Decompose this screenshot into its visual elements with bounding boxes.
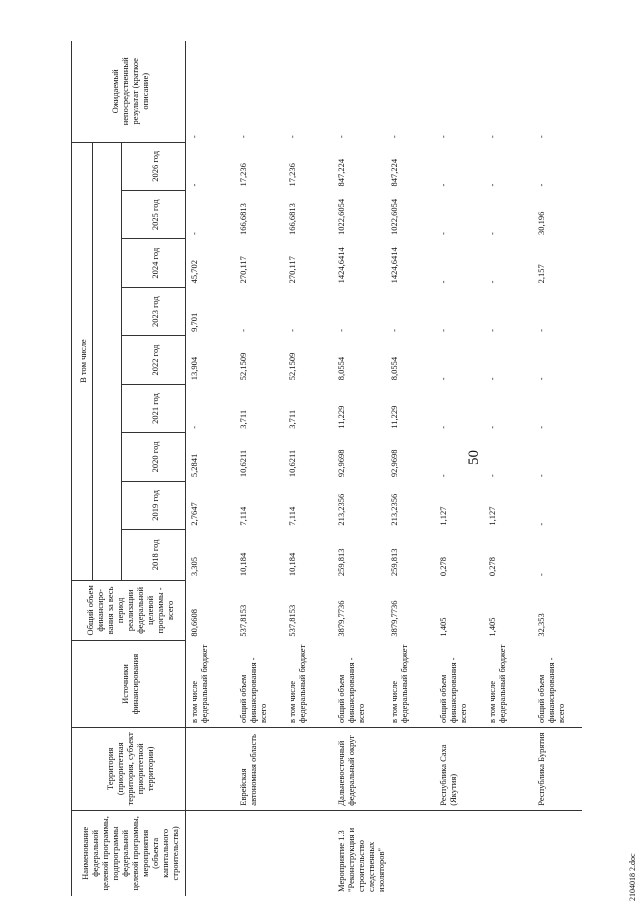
cell-year-value: 10,184 [286,552,297,577]
cell-year-value: 11,229 [388,405,399,429]
cell-year-value: 213,2356 [335,493,346,526]
header-name: Наименование федеральной целевой программы, подпрограммы федеральной целевой программы, мероприятия (объекта капитального строительства) [72,810,186,896]
cell-year-value: 45,702 [189,260,199,284]
cell-source: в том числе федеральный бюджет [189,644,210,723]
cell-year-value: - [286,329,297,332]
cell-year-value: 3,711 [286,409,297,429]
cell-total: 537,8153 [237,604,248,637]
cell-year-value: 213,2356 [388,493,399,526]
cell-source: общий объем финансирования - всего [535,657,566,723]
header-year: 2025 год [122,191,186,239]
cell-name [186,810,235,896]
table-row [386,41,435,896]
cell-territory [386,727,435,810]
cell-year-value: - [486,329,497,332]
cell-year-value: - [388,329,399,332]
cell-year-value: - [486,425,497,429]
cell-year-value: - [437,280,448,284]
cell-result: - [335,135,346,139]
cell-year-value: 1,127 [486,506,497,526]
cell-year-value: 7,114 [237,506,248,526]
cell-result: - [286,135,297,139]
header-year: 2024 год [122,239,186,287]
cell-total: 80,6608 [189,609,199,637]
cell-territory [186,727,235,810]
cell-year-value: 11,229 [335,405,346,429]
cell-name [484,810,533,896]
cell-year-value: 10,184 [237,552,248,577]
cell-year-value: - [189,232,199,235]
cell-year-value: 92,9698 [335,449,346,478]
header-result: Ожидаемый непосредственный результат (краткое описание) [72,41,186,142]
cell-year-value: - [535,474,546,478]
cell-year-value: 259,813 [335,548,346,577]
cell-year-value: 2,157 [535,264,546,284]
financing-table [71,41,582,896]
cell-year-value: - [486,474,497,478]
cell-year-value: - [437,377,448,381]
cell-year-value: 270,117 [237,256,248,284]
header-year: 2022 год [122,336,186,384]
header-year: 2026 год [122,142,186,190]
page-number: 50 [466,450,482,465]
header-source: Источники финансирования [72,641,186,728]
cell-year-value: 92,9698 [388,449,399,478]
cell-year-value: 52,1509 [237,352,248,381]
header-including: В том числе [72,142,93,580]
cell-result: - [535,135,546,139]
cell-year-value: 7,114 [286,506,297,526]
cell-year-value: 1022,6054 [335,198,346,235]
cell-year-value: 270,117 [286,256,297,284]
cell-source: в том числе федеральный бюджет [388,644,409,723]
cell-name [235,810,284,896]
cell-year-value: - [335,329,346,332]
cell-source: в том числе федеральный бюджет [286,644,307,723]
cell-year-value: - [486,232,497,235]
table-row [533,41,582,896]
cell-year-value: - [535,183,546,187]
cell-result: - [437,135,448,139]
cell-year-value: 17,236 [237,163,248,187]
cell-year-value: 52,1509 [286,352,297,381]
cell-total: 1,405 [437,617,448,637]
cell-year-value: 2,7647 [189,502,199,526]
cell-name [435,810,484,896]
cell-source: в том числе федеральный бюджет [486,644,507,723]
cell-year-value: 13,904 [189,356,199,381]
cell-year-value: 8,0554 [335,356,346,381]
cell-year-value: 847,224 [388,158,399,187]
header-total: Общий объем финансиро-вания за весь период реализации федеральной целевой программы - всего [72,580,186,641]
cell-territory [484,727,533,810]
table-row [435,41,484,896]
cell-year-value: 1424,6414 [388,247,399,284]
table-row [186,41,235,896]
cell-total: 537,8153 [286,604,297,637]
cell-total: 1,405 [486,617,497,637]
cell-year-value: - [437,232,448,235]
header-territory: Территория (приоритетная территория, субъект приоритетной территории) [72,727,186,810]
cell-territory: Дальневосточный федеральный округ [333,727,386,810]
cell-year-value: - [437,474,448,478]
cell-result: - [189,135,199,139]
table-row [235,41,284,896]
header-year: 2019 год [122,481,186,529]
cell-year-value: - [535,425,546,429]
cell-year-value: 0,278 [437,556,448,577]
cell-total: 3879,7736 [335,600,346,637]
cell-year-value: 8,0554 [388,356,399,381]
cell-year-value: - [237,329,248,332]
cell-year-value: - [535,329,546,332]
cell-total: 32,353 [535,613,546,637]
cell-year-value: 5,2841 [189,453,199,478]
cell-territory: Еврейская автономная область [235,727,284,810]
cell-year-value: 166,6813 [286,203,297,235]
table-row [484,41,533,896]
table-row [284,41,333,896]
cell-year-value: - [535,522,546,526]
cell-name: Мероприятие 1.3 "Реконструкция и строительство следственных изоляторов" [333,810,386,896]
cell-year-value: 847,224 [335,158,346,187]
cell-year-value: - [189,425,199,429]
cell-year-value: 166,6813 [237,203,248,235]
cell-year-value: 10,6211 [237,449,248,478]
header-year: 2021 год [122,384,186,432]
cell-result: - [486,135,497,139]
cell-year-value: - [437,183,448,187]
header-year: 2020 год [122,433,186,481]
cell-source: общий объем финансирования - всего [237,657,268,723]
cell-year-value: 1,127 [437,506,448,526]
cell-year-value: 0,278 [486,556,497,577]
cell-year-value: 10,6211 [286,449,297,478]
cell-territory: Республика Саха (Якутия) [435,727,484,810]
cell-year-value: 17,236 [286,163,297,187]
cell-year-value: - [437,329,448,332]
header-year: 2023 год [122,287,186,335]
cell-total: 3879,7736 [388,600,399,637]
cell-name [386,810,435,896]
cell-source: общий объем финансирования - всего [437,657,468,723]
cell-territory: Республика Бурятия [533,727,582,810]
cell-year-value: - [535,377,546,381]
cell-year-value: 3,305 [189,556,199,577]
cell-result: - [237,135,248,139]
file-name: 2104018 2.doc [628,853,637,901]
cell-year-value: 1424,6414 [335,247,346,284]
cell-year-value: 9,701 [189,312,199,332]
cell-year-value: - [486,377,497,381]
cell-year-value: 30,196 [535,211,546,235]
cell-year-value: 259,813 [388,548,399,577]
cell-year-value: - [437,425,448,429]
cell-territory [284,727,333,810]
cell-year-value: - [486,280,497,284]
cell-name [533,810,582,896]
cell-source: общий объем финансирования - всего [335,657,366,723]
cell-year-value: 3,711 [237,409,248,429]
table-row [333,41,386,896]
cell-year-value: - [189,183,199,187]
cell-result: - [388,135,399,139]
cell-year-value: - [486,183,497,187]
cell-name [284,810,333,896]
header-spacer [93,142,122,580]
cell-year-value: 1022,6054 [388,198,399,235]
cell-year-value: - [535,573,546,577]
header-year: 2018 год [122,530,186,580]
